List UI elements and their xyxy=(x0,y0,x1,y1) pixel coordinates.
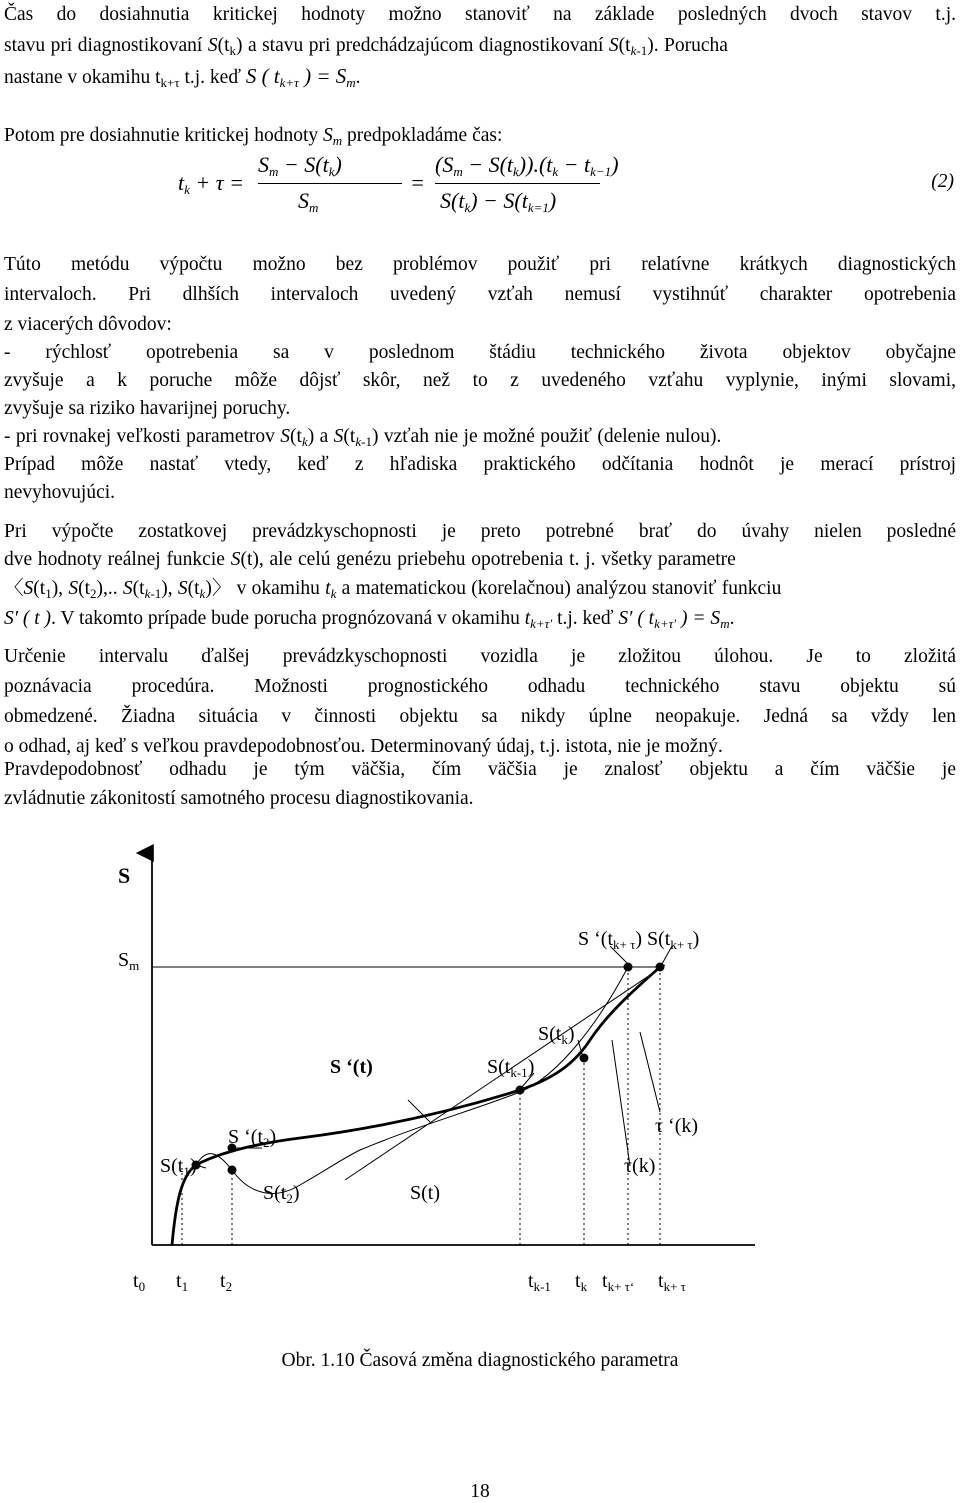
para1-line-1: Túto metódu výpočtu možno bez problémov použiť pri relatívne krátkych diagnostických xyxy=(4,254,956,275)
eq-num2: $(S_m - S(t_k)).(t_k - t_{k-1})$ xyxy=(435,152,619,179)
pointer-tau-k xyxy=(612,1040,630,1166)
para3-line-6: zvládnutie zákonitostí samotného procesu diagnostikovania. xyxy=(4,788,474,809)
tau-k-label: τ(k) xyxy=(624,1155,656,1177)
intro-line-3: nastane v okamihu $t_{k+\tau}$ t.j. keď S ( $t_{k+\tau}$ ) = $S_m$. xyxy=(4,64,361,90)
eq-fraction-bar-1 xyxy=(258,183,402,184)
intro-line-1: Čas do dosiahnutia kritickej hodnoty možno stanoviť na základe posledných dvoch stavov t.j. xyxy=(4,4,956,25)
stk-label: $S(t_k)$ xyxy=(538,1023,575,1047)
para2-line-1: Pri výpočte zostatkovej prevádzkyschopnosti je preto potrebné brať do úvahy nielen posledné xyxy=(4,521,956,542)
x-label-t1: $t_1$ xyxy=(176,1270,189,1294)
intro-line-2: stavu pri diagnostikovaní $S(t_k)$ a stavu pri predchádzajúcom diagnostikovaní $S(t_{k-1})$. Porucha xyxy=(4,35,728,58)
point-s-tk xyxy=(580,1054,589,1063)
para1-line-6: zvyšuje sa riziko havarijnej poruchy. xyxy=(4,398,291,419)
para2-line-3: 〈$S(t_1)$, $S(t_2)$,.. $S(t_{k-1})$, $S(t_k)$〉 v okamihu $t_k$ a matematickou (korelačnou) analýzou stanoviť funkciu xyxy=(4,578,782,601)
para1-line-5: zvyšuje a k poruche môže dôjsť skôr, než to z uvedeného vzťahu vyplynie, inými slovami, xyxy=(4,370,956,391)
pointer-tau-prime xyxy=(640,1032,660,1112)
stk1-label: $S(t_k-1)$ xyxy=(487,1056,535,1080)
st1-label: $S(t_1)$ xyxy=(160,1155,197,1179)
st-label: S(t) xyxy=(410,1182,440,1204)
eq-den1: $S_m$ xyxy=(298,188,319,215)
x-label-t0: $t_0$ xyxy=(133,1270,146,1294)
pointer-st1 xyxy=(199,1166,206,1168)
approx-curve-s-prime xyxy=(196,967,628,1193)
tau-prime-label: τ ‘(k) xyxy=(655,1115,699,1137)
page-number: 18 xyxy=(470,1481,490,1502)
eq-lhs: $t_k + \tau$ = xyxy=(178,170,244,197)
para1-line-2: intervaloch. Pri dlhších intervaloch uvedený vzťah nemusí vystihnúť charakter opotrebenia xyxy=(4,284,956,305)
figure-caption: Obr. 1.10 Časová změna diagnostického parametra xyxy=(281,1350,679,1371)
para1-line-7: - pri rovnakej veľkosti parametrov $S(t_k)$ a $S(t_{k-1})$ vzťah nie je možné použiť (delenie nulou). xyxy=(4,426,722,449)
s-prime-label: S ‘(t) xyxy=(330,1056,373,1078)
para3-line-3: obmedzené. Žiadna situácia v činnosti objektu sa nikdy úplne neopakuje. Jedná sa vždy len xyxy=(4,706,956,727)
point-s-tk-tau xyxy=(656,963,665,972)
para1-line-3: z viacerých dôvodov: xyxy=(4,314,172,335)
para1-line-9: nevyhovujúci. xyxy=(4,482,116,503)
eq-fraction-bar-2 xyxy=(435,183,600,184)
x-label-t2: $t_2$ xyxy=(220,1270,233,1294)
para3-line-2: poznávacia procedúra. Možnosti prognostického odhadu technického stavu objektu sú xyxy=(4,676,956,697)
s-prime-t2-label: S ‘$(t_2)$ xyxy=(228,1126,277,1150)
para3-line-1: Určenie intervalu ďalšej prevádzkyschopnosti vozidla je zložitou úlohou. Je to zložitá xyxy=(4,646,956,667)
st2-label: $S(t_2)$ xyxy=(263,1182,300,1206)
point-s-tk1 xyxy=(516,1086,525,1095)
para3-line-4: o odhad, aj keď s veľkou pravdepodobnosťou. Determinovaný údaj, t.j. istota, nie je možný. xyxy=(4,736,723,757)
x-label-tk-tau: $t_{k+ \tau}$ xyxy=(658,1270,686,1294)
point-s-t2 xyxy=(228,1166,237,1175)
diagnostic-parameter-figure xyxy=(0,840,960,1310)
para3-line-5: Pravdepodobnosť odhadu je tým väčšia, čím väčšia je znalosť objektu a čím väčšie je xyxy=(4,759,956,780)
para1-line-8: Prípad môže nastať vtedy, keď z hľadiska praktického odčítania hodnôt je merací prístroj xyxy=(4,454,956,475)
para1-line-4: - rýchlosť opotrebenia sa v poslednom štádiu technického života objektov obyčajne xyxy=(4,342,956,363)
x-label-tk1: $t_{k-1}$ xyxy=(528,1270,551,1294)
x-label-tk-tau-prime: $t_{k+ \tau‘}$ xyxy=(602,1270,635,1294)
x-label-tk: $t_k$ xyxy=(575,1270,588,1294)
para2-line-2: dve hodnoty reálnej funkcie S(t), ale celú genézu priebehu opotrebenia t. j. všetky parametre xyxy=(4,549,736,570)
y-axis-label: S xyxy=(118,863,131,888)
potom-line: Potom pre dosiahnutie kritickej hodnoty $S_m$ predpokladáme čas: xyxy=(4,125,503,148)
top-label: S ‘$(t_{k+ \tau})$ $S(t_{k+ \tau})$ xyxy=(578,928,700,952)
equation-number: (2) xyxy=(931,171,954,192)
sm-label: $S_m$ xyxy=(118,949,140,973)
para2-line-4: S′ ( t ). V takomto prípade bude porucha prognózovaná v okamihu $t_{k+\tau'}$ t.j. keď S′ ( $t_{k+\tau'}$ ) = $S_m$. xyxy=(4,608,735,631)
eq-den2: $S(t_k) - S(t_{k=1})$ xyxy=(440,188,557,215)
eq-equals: = xyxy=(410,170,425,195)
eq-num1: $S_m - S(t_k)$ xyxy=(258,152,342,179)
